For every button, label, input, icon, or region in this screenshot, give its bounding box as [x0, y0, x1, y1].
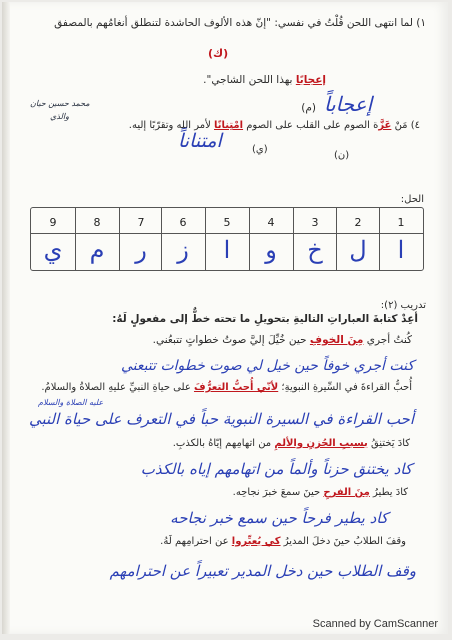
item-1-handwritten-answer: كنت أجري خوفاً حين خيل لي صوت خطوات تتبعني [121, 358, 414, 374]
exercise-2-instruction: أعِدْ كتابةَ العباراتِ التاليةِ بتحويلِ ما تحته خطٌّ إلى مفعولٍ لَهُ: [112, 313, 418, 325]
table-answer-6: ز [177, 236, 189, 264]
table-header-1: 1 [397, 216, 405, 229]
table-answer-9: ي [43, 236, 63, 264]
page-binding-shadow [2, 2, 10, 634]
table-header-3: 3 [311, 216, 319, 229]
table-answer-1: ا [397, 236, 405, 264]
item-4-handwritten-answer: كاد يطير فرحاً حين سمع خبر نجاحه [170, 509, 388, 527]
table-header-4: 4 [267, 216, 275, 229]
table-answer-5: ا [223, 236, 231, 264]
item-3-handwritten-answer: كاد يختنق حزناً وألماً من اتهامهم إياه بالكذب [140, 460, 412, 478]
table-header-7: 7 [137, 216, 145, 229]
table-answer-3: خ [307, 236, 323, 264]
scanner-watermark: Scanned by CamScanner [312, 618, 438, 630]
exercise-2-label: تدريب (٢): [380, 300, 426, 311]
item-1-sentence: كُنتُ أجري مِنَ الخوفِ حين خُيِّلَ إليَّ صوتُ خطواتٍ تتبعُني. [152, 334, 412, 346]
table-header-5: 5 [223, 216, 231, 229]
label-m: (م) [301, 102, 316, 114]
label-y: (ي) [252, 144, 268, 155]
answer-table [30, 207, 424, 271]
item-admiration-heading: إعجابًا بهذا اللحن الشاجي". [203, 74, 326, 86]
answer-label-k: (ك) [208, 47, 229, 60]
table-header-6: 6 [179, 216, 187, 229]
item-5-handwritten-answer: وقف الطلاب حين دخل المدير تعبيراً عن احترامهم [109, 562, 416, 580]
table-header-8: 8 [93, 216, 101, 229]
table-header-2: 2 [354, 216, 362, 229]
item-5-sentence: وقفَ الطلابُ حينَ دخلَ المديرُ كي يُعبِّروا عن احترامِهم لَهُ. [160, 536, 406, 547]
table-answer-4: و [265, 236, 277, 264]
item-4-sentence: كادَ يطيرُ مِنَ الفرحِ حينَ سمعَ خبرَ نجاحِه. [232, 487, 408, 498]
table-header-9: 9 [49, 216, 57, 229]
handwritten-answer-ijaban: إعجاباً [324, 92, 373, 116]
question-1-text: ١) لما انتهى اللحن قُلْتُ في نفسي: "إنّ هذه الألوف الحاشدة لتنطلق أنغامُهم بالمصفق [54, 17, 426, 29]
table-answer-2: ل [349, 236, 367, 264]
item-2-sentence: أُحبُّ القراءةَ في السِّيرةِ النبويةِ؛ لأنّي أُحبُّ التعرُّفَ على حياةِ النبيِّ عليهِ الصلاةُ والسلامُ. [41, 382, 412, 393]
label-n: (ن) [334, 150, 350, 161]
sentence-gratitude: ٤) مَنْ عَزَّة الصوم على القلب على الصوم امْتِنانًا لأمر الله وتقرّبًا إليه. [128, 120, 420, 131]
item-2-handwritten-margin: عليه الصلاة والسلام [38, 398, 104, 407]
scanned-worksheet-page [2, 2, 448, 634]
table-answer-8: م [89, 236, 105, 264]
item-2-handwritten-answer: أحب القراءة في السيرة النبوية حباً في التعرف على حياة النبي [28, 410, 414, 428]
handwritten-note-left: والذي [50, 112, 69, 121]
handwritten-answer-imtinanan: امتناناً [178, 130, 222, 152]
handwritten-student-name: محمد حسين حيان [30, 99, 90, 108]
table-answer-7: ر [135, 236, 147, 264]
item-3-sentence: كادَ يَختنِقُ بسببِ الحُزنِ والألمِ من اتهامِهم إيّاهُ بالكذبِ. [172, 438, 410, 449]
solution-label: الحل: [400, 194, 424, 205]
